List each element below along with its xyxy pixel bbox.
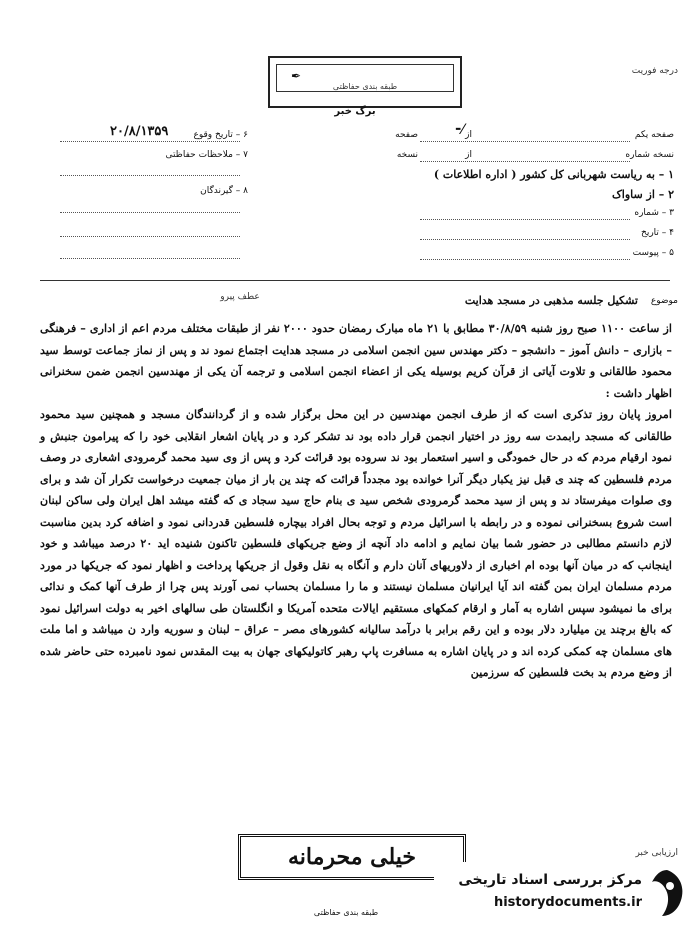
from-line: ۲ – از ساواک xyxy=(611,188,674,201)
archive-watermark xyxy=(434,862,688,926)
occurrence-date-value: ۲۰/۸/۱۳۵۹ xyxy=(110,124,169,139)
stamp-classification-label: طبقه بندی حفاظتی xyxy=(332,82,398,91)
news-evaluation-label: ارزیابی خبر xyxy=(635,848,678,858)
footer-classification-label: طبقه بندی حفاظتی xyxy=(313,908,379,917)
stamp-signature-mark: ✒ xyxy=(291,69,302,83)
recipients-line-3 xyxy=(60,258,240,259)
document-title: برگ خبر xyxy=(334,106,376,117)
recipients-line-2 xyxy=(60,236,240,237)
recipients-label: ۸ – گیرندگان xyxy=(200,186,248,196)
date2-line xyxy=(420,239,630,240)
report-body xyxy=(40,318,672,684)
copy-label: نسخه شماره xyxy=(625,150,674,160)
security-notes-label: ۷ – ملاحظات حفاظتی xyxy=(165,150,248,160)
to-line: ۱ – به ریاست شهربانی کل کشور ( اداره اطلاعات ) xyxy=(433,168,674,181)
date2-label: ۴ – تاریخ xyxy=(641,228,674,238)
reference-note: عطف پیرو xyxy=(220,292,260,302)
attachment-line xyxy=(420,259,630,260)
notes-line-1 xyxy=(60,175,240,176)
subject-label: موضوع xyxy=(650,296,678,306)
recipients-line-1 xyxy=(60,212,240,213)
page-line xyxy=(420,141,630,142)
stamp-inner-box xyxy=(276,64,454,92)
page-of-handwritten: ⁃⁄ xyxy=(454,122,464,138)
archive-url: historydocuments.ir xyxy=(493,895,642,910)
priority-label: درجه فوریت xyxy=(631,66,678,76)
archive-logo-icon xyxy=(648,868,686,918)
body-paragraph-main: امروز پایان روز تذکری است که از طرف انجمن مهندسین در این محل برگزار شده و از گردانندگان مسجد و همچنین سید محمود طالقانی که مسجد رابمدت سه روز در اختیار انجمن قرار داده بود ند تشکر کرد و در پایان اشعار انقلابی خود را که پیرامون جنبش و نمود ارقیام مردم که در حال خمودگی و اسیر استعمار بود ند سروده بود قرائت کرد و پس از وی سید محمد گرمرودی اشعاری در وصف مردم فلسطین که چند ی قبل نیز یکبار دیگر آنرا خوانده بود مجدداً قرائت که چند ین بار از میان جمعیت درخواست تکرار آن شد و برای وی صلوات میفرستاد ند و پس از سید محمد گرمرودی شخص سید ی بنام حاج سید سجاد ی که گفته میشد اهل ایران ولی ساکن لبنان است شروع بسخنرانی نموده و در رابطه با اسرائیل مردم و توجه بحال افراد بیچاره فلسطین قدردانی نمود و اضافه کرد بدین مناسبت لازم دانستم مطالبی در حضور شما بیان نمایم و ادامه داد آنچه از وضع جریکهای فلسطین تاکنون شنیده اید ۲۰ درصد میباشد و خود اینجانب که در میان آنها بوده ام اخباری از دلاوریهای آنان دارم و آنگاه به نقل وقول از جریکها پرداخت و اظهار نمود که جریکها در مورد مردم مسلمان ایران بمن گفته اند آیا ایرانیان مسلمان نیستند و ما را مسلمان بحساب نمی آورند پس چرا از طرف آنها کمک و ندائی برای ما نمیشود سپس اشاره به آمار و ارقام کمکهای مستقیم ایالات متحده آمریکا و انگلستان طی سالهای اخیر به دولت اسرائیل نمود که بالغ برچند ین میلیارد دلار بوده و این رقم برابر با درآمد سالیانه کشورهای مصر – عراق – لبنان و سوریه وارد ن میباشد و اما ملت های مسلمان چه کمکی کرده اند و در پایان اشاره به مسافرت پاپ رهبر کاتولیکهای جهان به بیت المقدس نمود نامبرده حتی حاضر شده از وضع مردم بد بخت فلسطین که سرزمین xyxy=(40,407,672,679)
body-paragraph-intro: از ساعت ۱۱۰۰ صبح روز شنبه ۳۰/۸/۵۹ مطابق با ۲۱ ماه مبارک رمضان حدود ۲۰۰۰ نفر از طبقات مختلف مردم اعم از اداری – فرهنگی – بازاری – دانش آموز – دانشجو – دکتر مهندس سین انجمن اسلامی در مسجد هدایت اجتماع نمود ند و پس از نماز جماعت توسط سید محمود طالقانی و تلاوت آیاتی از قرآن کریم بوسیله یکی از اعضاء انجمن اسلامی و ترجمه آن یکی از مهندسین انجمن ضمن سخنرانی اظهار داشت : xyxy=(40,321,672,400)
copy-count-label: نسخه xyxy=(396,150,418,160)
copy-line xyxy=(420,161,630,162)
subject-text: تشکیل جلسه مذهبی در مسجد هدایت xyxy=(464,294,638,307)
header-separator xyxy=(40,280,670,281)
page-label: صفحه یکم xyxy=(634,130,674,140)
archive-name: مرکز بررسی اسناد تاریخی xyxy=(458,872,642,888)
number-label: ۳ – شماره xyxy=(634,208,674,218)
occurrence-date-line xyxy=(60,141,240,142)
number-line xyxy=(420,219,630,220)
classification-stamp-top xyxy=(268,56,462,108)
copy-of-label: از xyxy=(465,150,472,160)
page-of-label: از xyxy=(465,130,472,140)
top-secret-stamp: خیلی محرمانه xyxy=(238,834,466,880)
occurrence-date-label: ۶ – تاریخ وقوع xyxy=(193,130,248,140)
attachment-label: ۵ – پیوست xyxy=(632,248,674,258)
page-count-label: صفحه xyxy=(395,130,418,140)
